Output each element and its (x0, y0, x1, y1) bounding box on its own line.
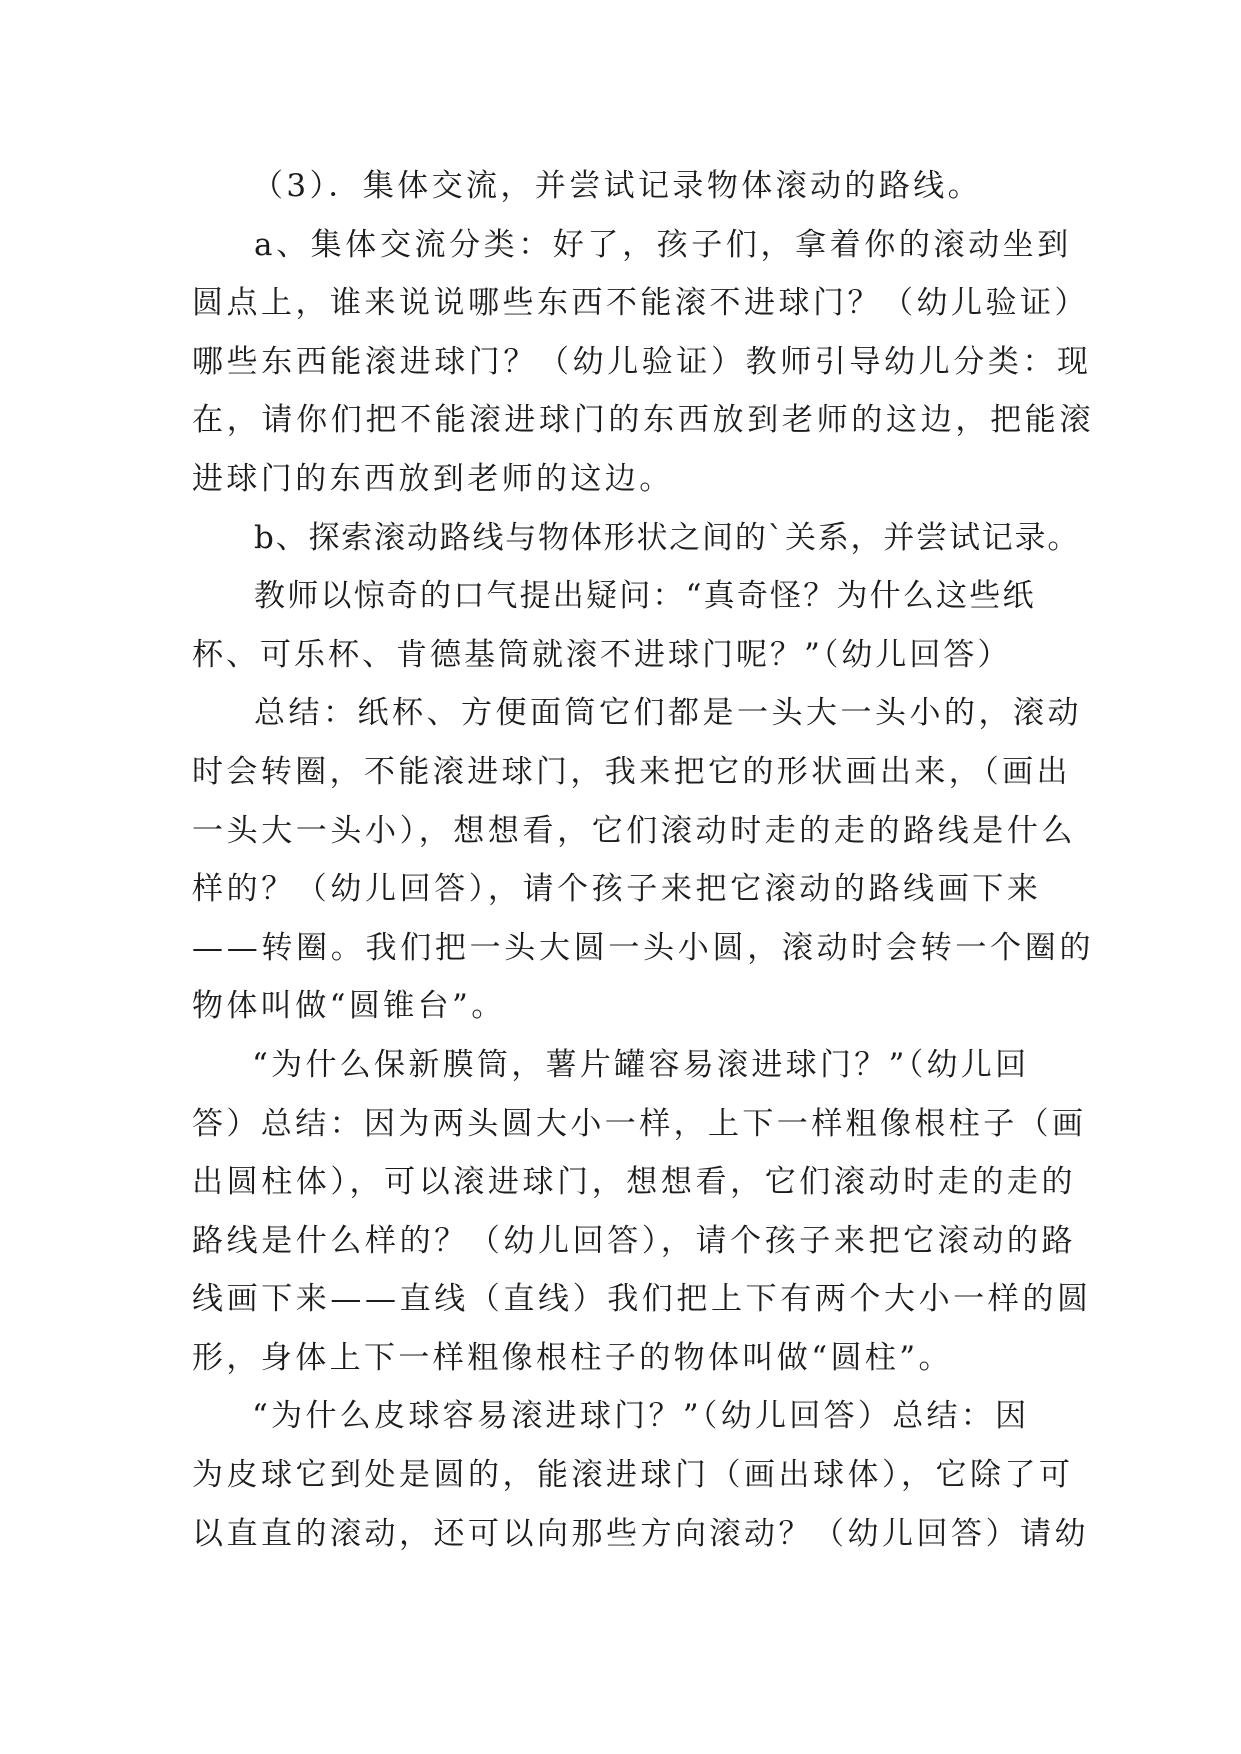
text-line: 杯、可乐杯、肯德基筒就滚不进球门呢？”（幼儿回答） (192, 636, 1012, 673)
text-line: 出圆柱体），可以滚进球门，想想看，它们滚动时走的走的 (192, 1164, 1077, 1201)
text-line: “为什么皮球容易滚进球门？”（幼儿回答）总结：因 (252, 1398, 1030, 1435)
text-line: 一头大一头小），想想看，它们滚动时走的走的路线是什么 (192, 812, 1077, 849)
text-line: 教师以惊奇的口气提出疑问：“真奇怪？为什么这些纸 (254, 578, 1036, 615)
text-line: 圆点上，谁来说说哪些东西不能滚不进球门？（幼儿验证） (192, 285, 1089, 322)
text-line: “为什么保新膜筒，薯片罐容易滚进球门？”（幼儿回 (252, 1046, 1030, 1083)
text-line: 时会转圈，不能滚进球门，我来把它的形状画出来，（画出 (192, 753, 1071, 790)
text-line: 物体叫做“圆锥台”。 (192, 988, 506, 1025)
document-body (192, 157, 1095, 1563)
text-line: ——转圈。我们把一头大圆一头小圆，滚动时会转一个圈的 (192, 929, 1095, 966)
text-line: 进球门的东西放到老师的这边。 (192, 460, 674, 497)
text-line: 形，身体上下一样粗像根柱子的物体叫做“圆柱”。 (192, 1339, 953, 1376)
text-line: 为皮球它到处是圆的，能滚进球门（画出球体），它除了可 (192, 1457, 1074, 1494)
text-line: 路线是什么样的？（幼儿回答），请个孩子来把它滚动的路 (192, 1222, 1077, 1259)
text-line: 以直直的滚动，还可以向那些方向滚动？（幼儿回答）请幼 (192, 1515, 1089, 1552)
text-line: 在，请你们把不能滚进球门的东西放到老师的这边，把能滚 (192, 402, 1095, 439)
text-line: b、探索滚动路线与物体形状之间的`关系，并尝试记录。 (254, 519, 1081, 556)
text-line: 样的？（幼儿回答），请个孩子来把它滚动的路线画下来 (192, 871, 1042, 908)
text-line: 答）总结：因为两头圆大小一样，上下一样粗像根柱子（画 (192, 1105, 1087, 1142)
text-line: 总结：纸杯、方便面筒它们都是一头大一头小的，滚动 (254, 695, 1082, 732)
text-line: 哪些东西能滚进球门？（幼儿验证）教师引导幼儿分类：现 (192, 343, 1092, 380)
text-line: a、集体交流分类：好了，孩子们，拿着你的滚动坐到 (254, 226, 1072, 263)
text-line: （3）．集体交流，并尝试记录物体滚动的路线。 (252, 168, 983, 204)
text-line: 线画下来——直线（直线）我们把上下有两个大小一样的圆 (192, 1281, 1092, 1318)
